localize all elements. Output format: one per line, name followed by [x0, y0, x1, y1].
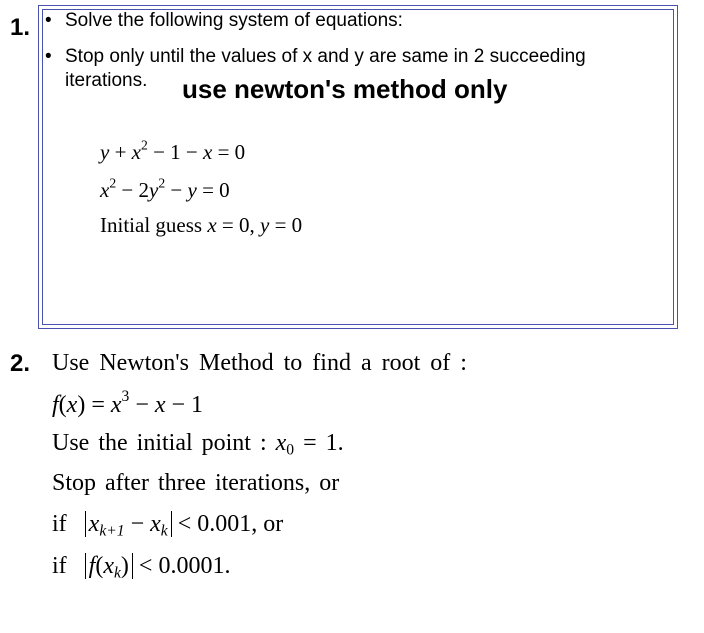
bullet-text: Stop only until the values of x and y are same in 2 succeeding iterations. [65, 46, 586, 91]
initial-point: Use the initial point : $x_0 = 1$. [52, 430, 344, 459]
bullet-solve-system [45, 9, 665, 33]
bullet-glyph: • [45, 10, 52, 31]
condition-step-size: if $x_{k+1} - x_k < 0.001$, or [52, 511, 284, 540]
method-note: use newton's method only [182, 74, 508, 104]
problem-2-intro: Use Newton's Method to find a root of : [52, 350, 467, 376]
absolute-value: $f(x_k)$ [85, 553, 133, 579]
problem-2-number: 2. [10, 350, 31, 377]
function-definition: $f(x) = x^3 - x - 1$ [52, 388, 204, 418]
problem-1-number: 1. [10, 14, 31, 41]
equation-2: $x^2 - 2y^2 - y = 0$ [100, 175, 230, 202]
equation-1: $y + x^2 - 1 - x = 0$ [100, 137, 246, 164]
initial-guess: Initial guess x = 0, y = 0 [100, 213, 303, 237]
bullet-glyph: • [45, 46, 52, 67]
bullet-text: Solve the following system of equations: [65, 10, 403, 31]
absolute-value: $x_{k+1} - x_k$ [85, 511, 172, 537]
stop-criterion: Stop after three iterations, or [52, 470, 340, 496]
condition-function-value: if $f(x_k) < 0.0001$. [52, 553, 231, 582]
